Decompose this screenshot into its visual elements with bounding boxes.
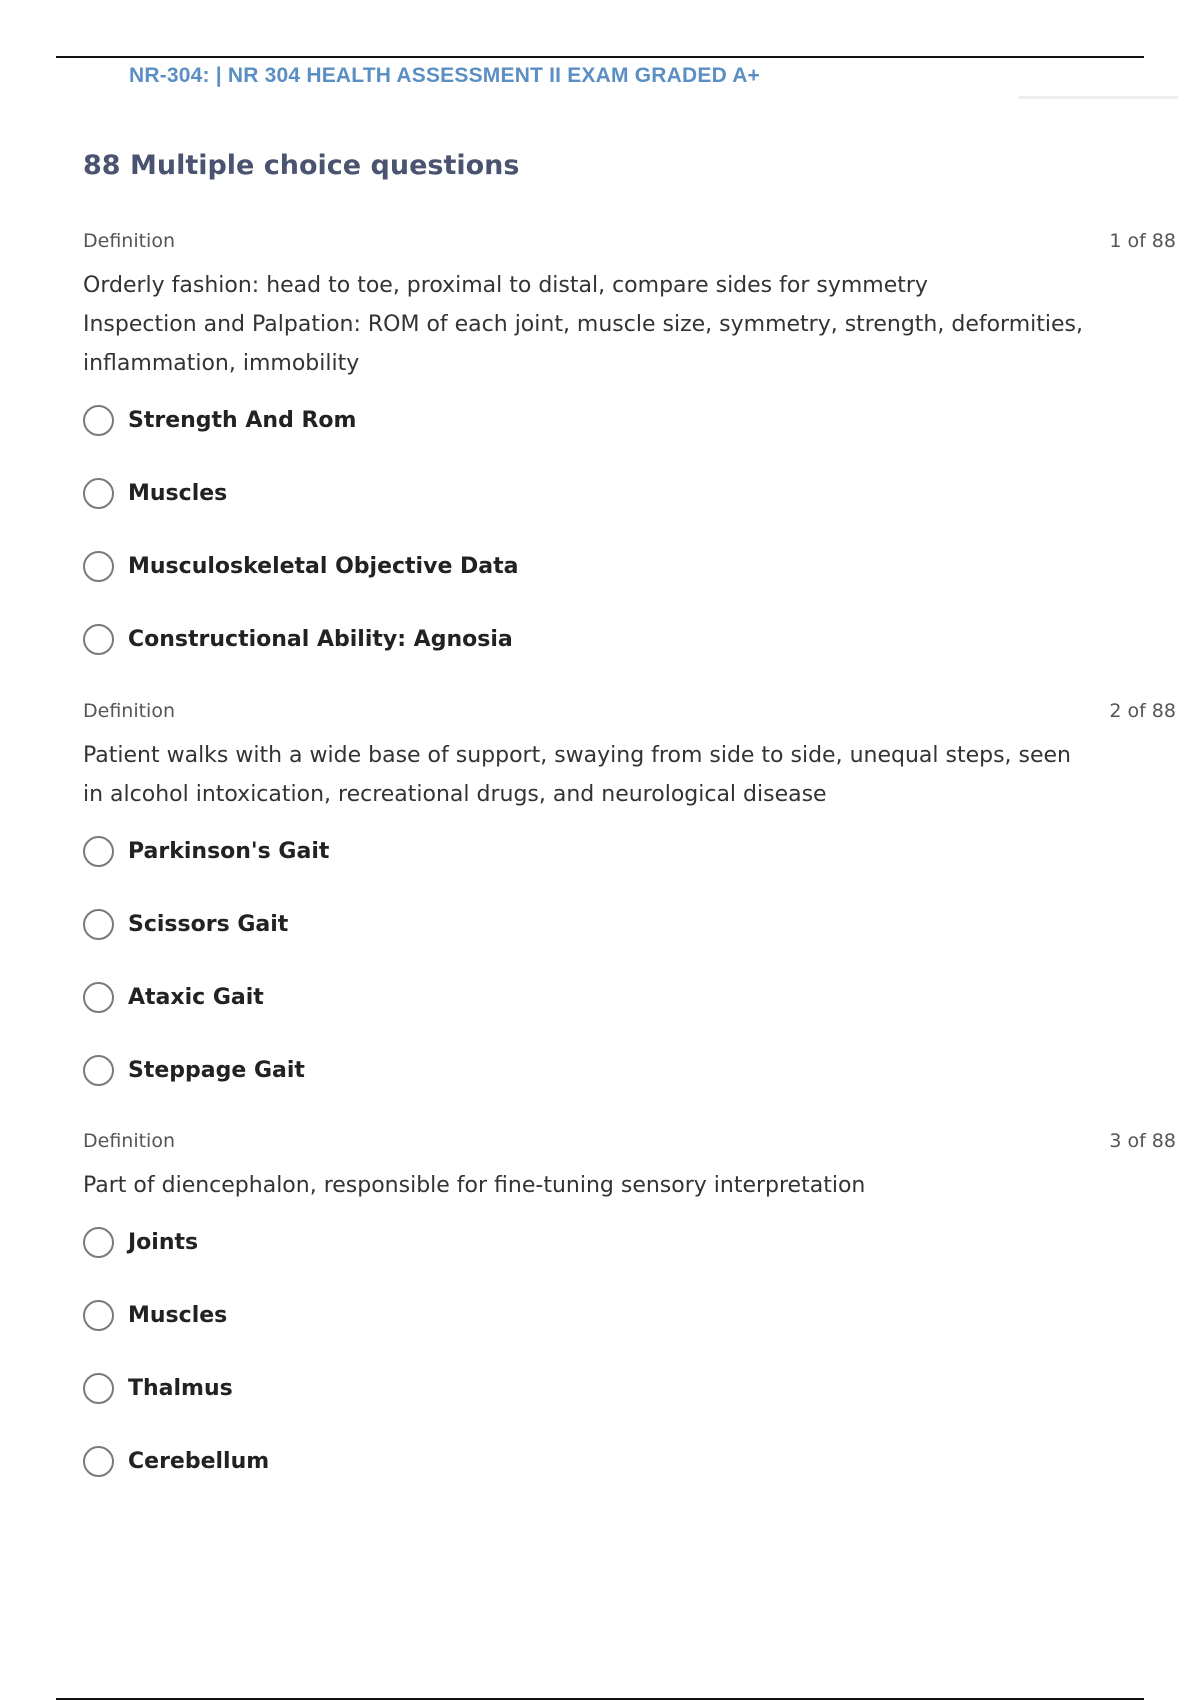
- question-card-1: [83, 228, 1176, 693]
- answer-option-label: Musculoskeletal Objective Data: [128, 553, 519, 579]
- question-card-3: [83, 1128, 1176, 1515]
- answer-option[interactable]: [83, 1051, 1176, 1089]
- question-counter: 1 of 88: [1109, 230, 1176, 252]
- radio-button-icon[interactable]: [83, 478, 114, 509]
- answer-options: [83, 1223, 1176, 1480]
- top-rule: [56, 56, 1144, 58]
- answer-option[interactable]: [83, 1223, 1176, 1261]
- answer-option[interactable]: [83, 547, 1176, 585]
- page-title: 88 Multiple choice questions: [83, 150, 520, 181]
- radio-button-icon[interactable]: [83, 405, 114, 436]
- answer-option-label: Cerebellum: [128, 1448, 270, 1474]
- question-type-label: Definition: [83, 700, 176, 722]
- question-type-label: Definition: [83, 230, 176, 252]
- answer-option-label: Constructional Ability: Agnosia: [128, 626, 513, 652]
- answer-option[interactable]: [83, 1442, 1176, 1480]
- radio-button-icon[interactable]: [83, 1446, 114, 1477]
- question-prompt: Orderly fashion: head to toe, proximal to distal, compare sides for symmetry Inspection and Palpation: ROM of each joint, muscle size, symmetry, strength, deformities, inflammation, immobility: [83, 273, 1083, 376]
- question-header: [83, 1128, 1176, 1154]
- answer-option[interactable]: [83, 978, 1176, 1016]
- radio-button-icon[interactable]: [83, 1227, 114, 1258]
- answer-option[interactable]: [83, 832, 1176, 870]
- question-prompt: Part of diencephalon, responsible for fine-tuning sensory interpretation: [83, 1173, 866, 1198]
- radio-button-icon[interactable]: [83, 836, 114, 867]
- answer-option[interactable]: [83, 474, 1176, 512]
- answer-option-label: Scissors Gait: [128, 911, 289, 937]
- question-counter: 2 of 88: [1109, 700, 1176, 722]
- question-header: [83, 228, 1176, 254]
- answer-option-label: Parkinson's Gait: [128, 838, 330, 864]
- question-counter: 3 of 88: [1109, 1130, 1176, 1152]
- answer-option[interactable]: [83, 905, 1176, 943]
- radio-button-icon[interactable]: [83, 624, 114, 655]
- answer-option[interactable]: [83, 1369, 1176, 1407]
- answer-option-label: Muscles: [128, 1302, 228, 1328]
- radio-button-icon[interactable]: [83, 982, 114, 1013]
- answer-option-label: Steppage Gait: [128, 1057, 305, 1083]
- radio-button-icon[interactable]: [83, 551, 114, 582]
- question-type-label: Definition: [83, 1130, 176, 1152]
- answer-option-label: Muscles: [128, 480, 228, 506]
- header-underline: [1018, 96, 1178, 99]
- answer-option-label: Ataxic Gait: [128, 984, 264, 1010]
- radio-button-icon[interactable]: [83, 1300, 114, 1331]
- question-prompt: Patient walks with a wide base of support, swaying from side to side, unequal steps, seen in alcohol intoxication, recreational drugs, and neurological disease: [83, 743, 1072, 807]
- radio-button-icon[interactable]: [83, 909, 114, 940]
- answer-option[interactable]: [83, 401, 1176, 439]
- answer-option[interactable]: [83, 620, 1176, 658]
- radio-button-icon[interactable]: [83, 1055, 114, 1086]
- document-title: NR-304: | NR 304 HEALTH ASSESSMENT II EXAM GRADED A+: [129, 64, 761, 87]
- answer-option-label: Strength And Rom: [128, 407, 357, 433]
- answer-options: [83, 401, 1176, 658]
- answer-option-label: Joints: [128, 1229, 199, 1255]
- question-header: [83, 698, 1176, 724]
- answer-option[interactable]: [83, 1296, 1176, 1334]
- question-card-2: [83, 698, 1176, 1124]
- answer-options: [83, 832, 1176, 1089]
- radio-button-icon[interactable]: [83, 1373, 114, 1404]
- answer-option-label: Thalmus: [128, 1375, 233, 1401]
